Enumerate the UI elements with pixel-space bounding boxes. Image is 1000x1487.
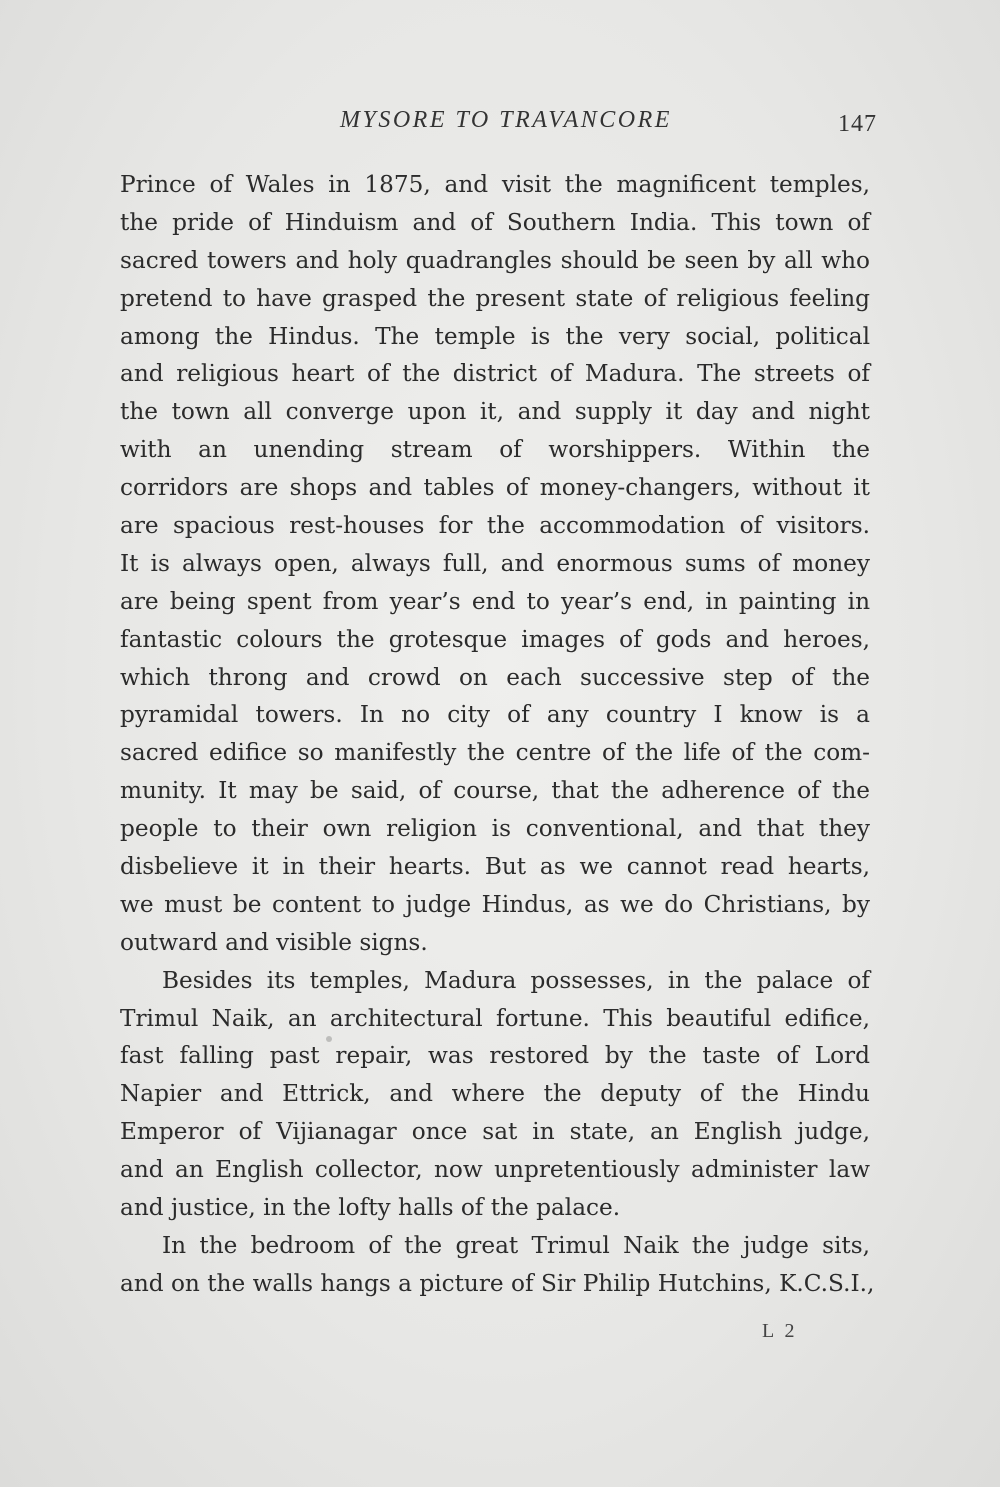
text-line: sacred edifice so manifestly the centre of the life of the com- [120,739,870,767]
text-line: and religious heart of the district of Madura. The streets of [120,360,870,388]
text-line: people to their own religion is conventional, and that they [120,815,870,843]
text-line: outward and visible signs. [120,928,428,956]
text-line: and justice, in the lofty halls of the palace. [120,1194,621,1222]
text-line: with an unending stream of worshippers. Within the [120,436,870,464]
text-line: we must be content to judge Hindus, as we do Christians, by [120,890,870,918]
text-line: It is always open, always full, and enormous sums of money [120,549,870,577]
text-line: fantastic colours the grotesque images of gods and heroes, [120,625,870,653]
running-head [0,107,1000,137]
text-line: Prince of Wales in 1875, and visit the magnificent temples, [120,171,870,198]
text-line: and an English collector, now unpretentiously administer law [120,1156,870,1184]
text-line: corridors are shops and tables of money-changers, without it [120,474,870,502]
text-line: Napier and Ettrick, and where the deputy of the Hindu [120,1080,870,1108]
running-title: MYSORE TO TRAVANCORE [340,107,672,133]
text-line: pyramidal towers. In no city of any country I know is a [120,701,870,729]
text-line: sacred towers and holy quadrangles should be seen by all who [120,246,870,274]
body-text [120,166,875,1303]
ink-speck [326,1036,332,1042]
text-line: the pride of Hinduism and of Southern India. This town of [120,208,870,236]
text-line: Besides its temples, Madura possesses, in the palace of [162,966,870,994]
text-line: disbelieve it in their hearts. But as we cannot read hearts, [120,853,870,881]
text-line: fast falling past repair, was restored by the taste of Lord [120,1042,870,1070]
page-number: 147 [838,111,877,137]
text-line: which throng and crowd on each successive step of the [120,663,870,691]
signature-mark: L 2 [762,1320,798,1342]
text-line: the town all converge upon it, and supply it day and night [120,398,870,426]
text-line: In the bedroom of the great Trimul Naik the judge sits, [162,1231,870,1259]
text-line: are being spent from year’s end to year’s end, in painting in [120,587,870,615]
text-line: Emperor of Vijianagar once sat in state, an English judge, [120,1118,870,1146]
text-line: among the Hindus. The temple is the very social, political [120,322,870,350]
text-line: are spacious rest-houses for the accommodation of visitors. [120,512,870,540]
text-line: and on the walls hangs a picture of Sir Philip Hutchins, K.C.S.I., [120,1269,875,1297]
text-line: Trimul Naik, an architectural fortune. This beautiful edifice, [120,1004,870,1032]
text-line: munity. It may be said, of course, that the adherence of the [120,777,870,805]
text-line: pretend to have grasped the present state of religious feeling [120,284,870,312]
